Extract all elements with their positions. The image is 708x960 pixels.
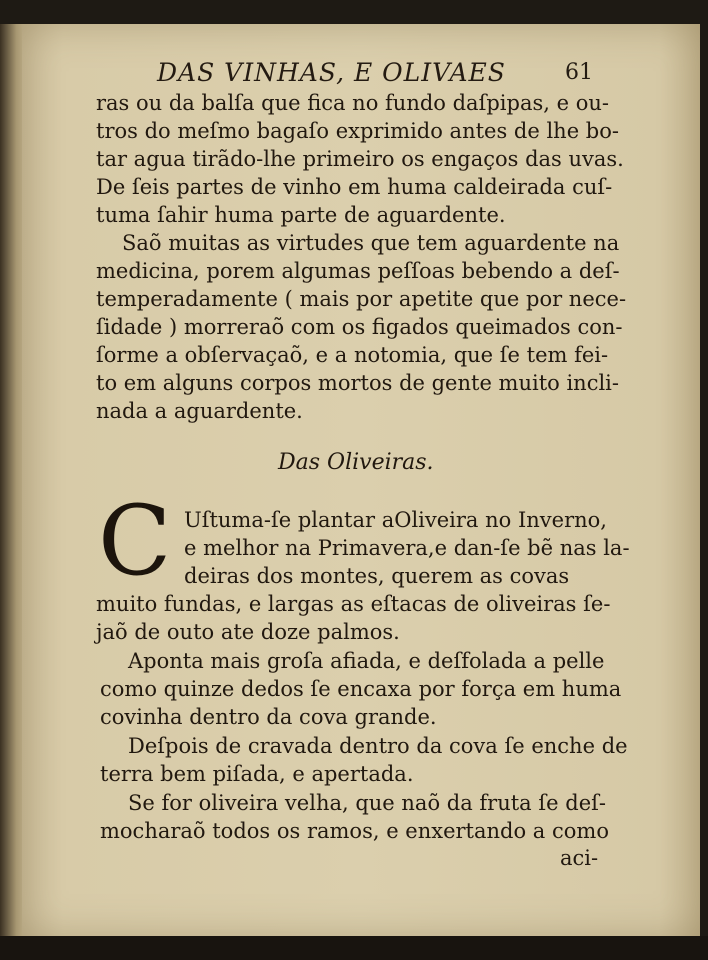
- text-line: tuma ſahir huma parte de aguardente.: [96, 203, 506, 227]
- page-bottom-edge: [0, 936, 708, 960]
- text-line: tar agua tirãdo-lhe primeiro os engaços das uvas.: [96, 147, 624, 171]
- text-line: ſidade ) morreraõ com os figados queimados con-: [96, 315, 623, 339]
- text-line: Uſtuma-ſe plantar aOliveira no Inverno,: [184, 508, 607, 532]
- text-line: jaõ de outo ate doze palmos.: [96, 620, 400, 644]
- section-heading: Das Oliveiras.: [278, 450, 434, 475]
- catchword: aci-: [560, 846, 599, 870]
- text-line: covinha dentro da cova grande.: [100, 705, 437, 729]
- running-head: DAS VINHAS, E OLIVAES: [157, 58, 506, 87]
- text-line: muito fundas, e largas as eſtacas de oliveiras ſe-: [96, 592, 611, 616]
- text-line: como quinze dedos ſe encaxa por força em huma: [100, 677, 622, 701]
- text-line: nada a aguardente.: [96, 399, 303, 423]
- text-line: Aponta mais groſa afiada, e deſfolada a pelle: [128, 649, 605, 673]
- text-line: terra bem piſada, e apertada.: [100, 762, 414, 786]
- text-line: De ſeis partes de vinho em huma caldeirada cuſ-: [96, 175, 613, 199]
- page-header: [0, 58, 708, 92]
- text-line: Se for oliveira velha, que naõ da fruta ſe deſ-: [128, 791, 606, 815]
- page-number: 61: [565, 60, 593, 85]
- text-line: tros do meſmo bagaſo exprimido antes de lhe bo-: [96, 119, 619, 143]
- text-line: ſorme a obſervaçaõ, e a notomia, que ſe tem fei-: [96, 343, 609, 367]
- text-line: ras ou da balſa que fica no fundo daſpipas, e ou-: [96, 91, 609, 115]
- text-line: to em alguns corpos mortos de gente muito incli-: [96, 371, 619, 395]
- text-line: Saõ muitas as virtudes que tem aguardente na: [122, 231, 620, 255]
- text-line: deiras dos montes, querem as covas: [184, 564, 570, 588]
- drop-cap: C: [98, 485, 172, 597]
- text-line: e melhor na Primavera,e dan-ſe bẽ nas la-: [184, 536, 630, 560]
- text-line: Deſpois de cravada dentro da cova ſe enche de: [128, 734, 628, 758]
- text-line: medicina, porem algumas peſſoas bebendo a deſ-: [96, 259, 620, 283]
- text-line: mocharaõ todos os ramos, e enxertando a como: [100, 819, 609, 843]
- text-line: temperadamente ( mais por apetite que por nece-: [96, 287, 627, 311]
